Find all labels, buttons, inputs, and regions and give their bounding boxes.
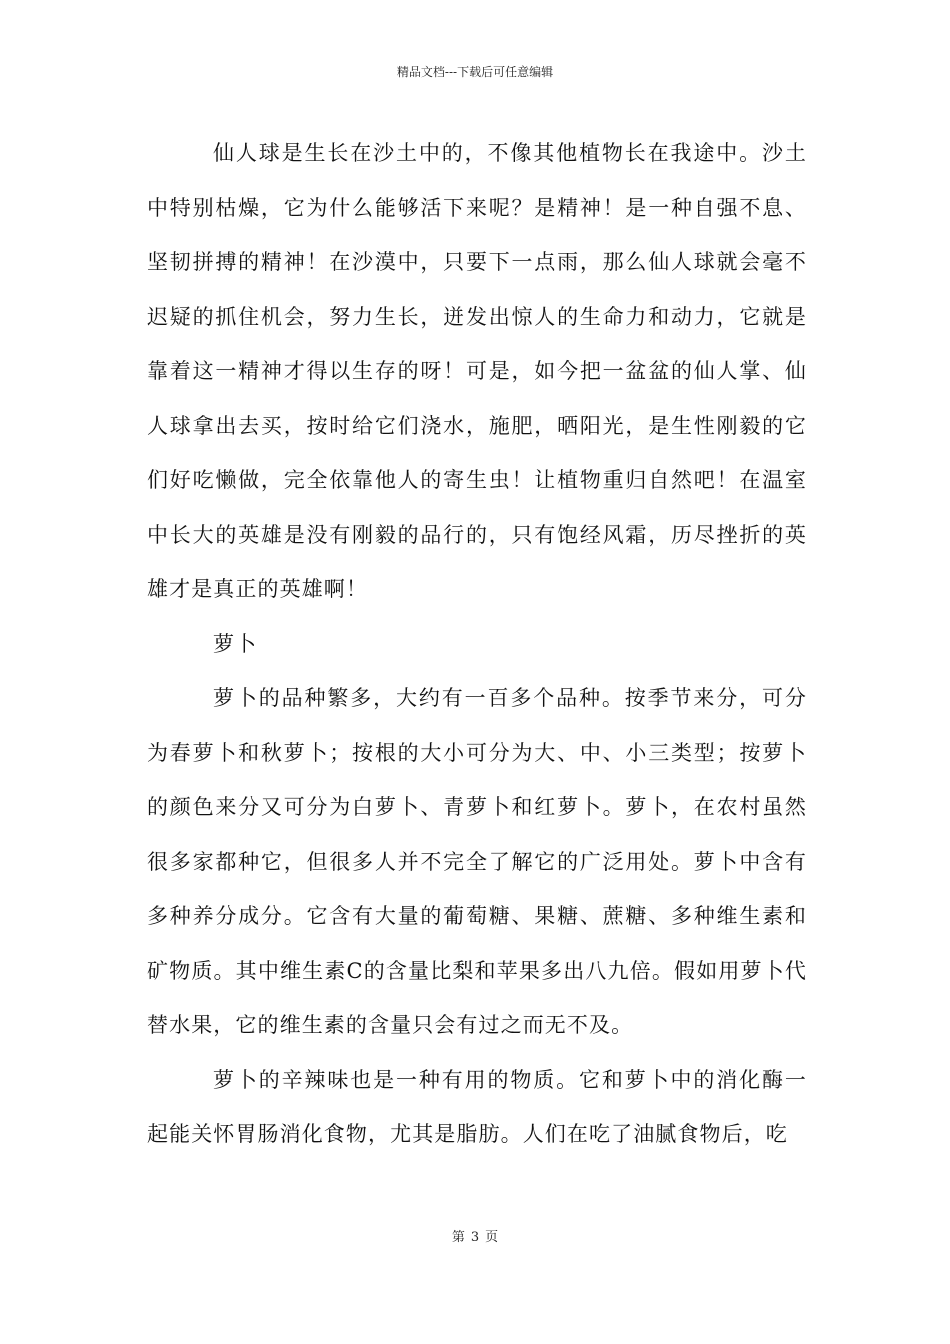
document-body <box>147 126 807 1162</box>
page-header <box>0 64 950 80</box>
footer-prefix: 第 <box>451 1230 465 1245</box>
paragraph-cactus: 仙人球是生长在沙土中的，不像其他植物长在我途中。沙土中特别枯燥，它为什么能够活下来呢？是精神！是一种自强不息、坚韧拼搏的精神！在沙漠中，只要下一点雨，那么仙人球就会毫不迟疑的抓住机会，努力生长，迸发出惊人的生命力和动力，它就是靠着这一精神才得以生存的呀！可是，如今把一盆盆的仙人掌、仙人球拿出去买，按时给它们浇水，施肥，晒阳光，是生性刚毅的它们好吃懒做，完全依靠他人的寄生虫！让植物重归自然吧！在温室中长大的英雄是没有刚毅的品行的，只有饱经风霜，历尽挫折的英雄才是真正的英雄啊！ <box>147 141 807 601</box>
paragraph-radish-varieties: 萝卜的品种繁多，大约有一百多个品种。按季节来分，可分为春萝卜和秋萝卜；按根的大小可分为大、中、小三类型；按萝卜的颜色来分又可分为白萝卜、青萝卜和红萝卜。萝卜，在农村虽然很多家都种它，但很多人并不完全了解它的广泛用处。萝卜中含有多种养分成分。它含有大量的葡萄糖、果糖、蔗糖、多种维生素和矿物质。其中维生素C的含量比梨和苹果多出八九倍。假如用萝卜代替水果，它的维生素的含量只会有过之而无不及。 <box>147 686 807 1037</box>
section-heading-radish: 萝卜 <box>213 631 258 656</box>
page-number: 3 <box>470 1230 480 1245</box>
page-footer <box>0 1229 950 1247</box>
paragraph-radish-spicy: 萝卜的辛辣味也是一种有用的物质。它和萝卜中的消化酶一起能关怀胃肠消化食物，尤其是脂肪。人们在吃了油腻食物后，吃 <box>147 1067 807 1146</box>
header-text: 精品文档---下载后可任意编辑 <box>396 65 554 79</box>
footer-suffix: 页 <box>485 1230 499 1245</box>
